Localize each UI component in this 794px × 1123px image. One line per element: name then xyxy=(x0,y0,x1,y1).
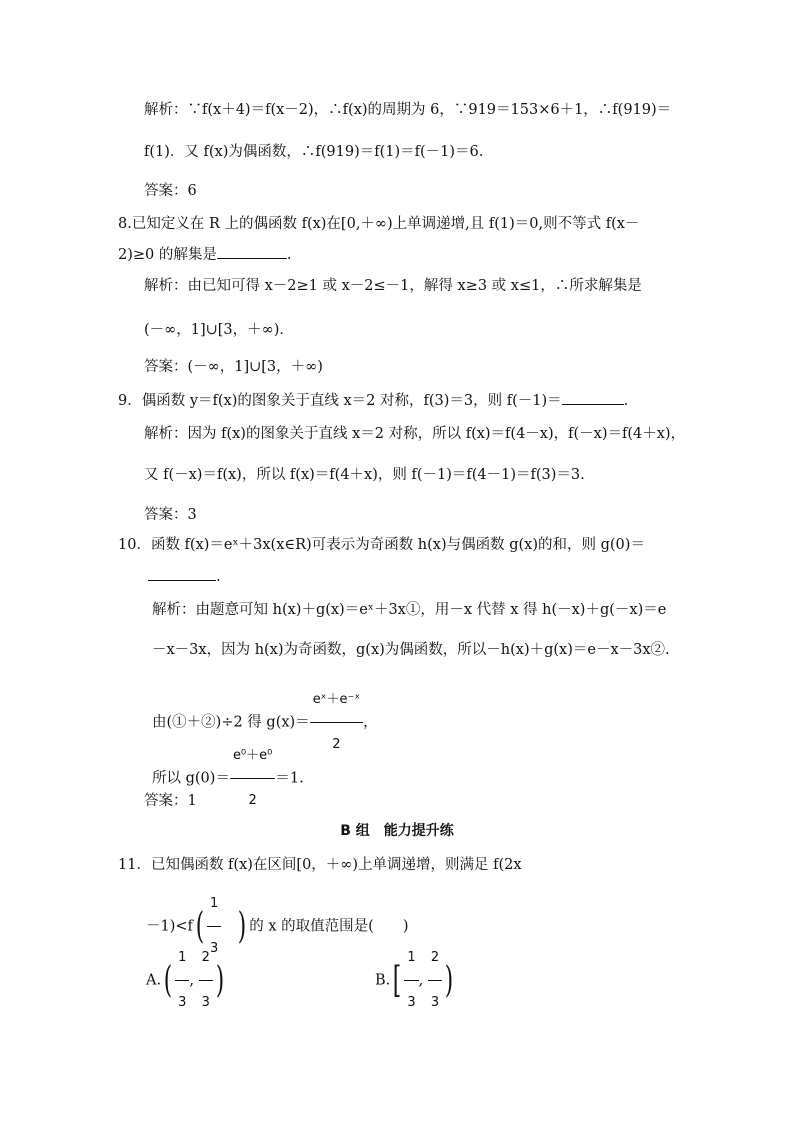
fraction-numerator: e⁰＋e⁰ xyxy=(232,748,273,763)
p9-analysis-line2: 又 f(－x)＝f(x)，所以 f(x)＝f(4＋x)，则 f(－1)＝f(4－1)＝f(3)＝3. xyxy=(144,467,585,483)
p10-question-line1: 10．函数 f(x)＝eˣ＋3x(x∈R)可表示为奇函数 h(x)与偶函数 g(x)的和，则 g(0)＝ xyxy=(118,537,645,553)
p11-question-line1: 11．已知偶函数 f(x)在区间[0，＋∞)上单调递增，则满足 f(2x xyxy=(118,857,522,873)
p7-analysis-line2: f(1)．又 f(x)为偶函数，∴f(919)＝f(1)＝f(－1)＝6. xyxy=(144,144,484,160)
right-paren: ) xyxy=(238,905,247,947)
fraction-numerator: 1 xyxy=(209,896,219,911)
p10-answer: 答案：1 xyxy=(144,793,197,809)
p8-answer-blank xyxy=(217,244,287,259)
p8-analysis-line1: 解析：由已知可得 x－2≥1 或 x－2≤－1，解得 x≥3 或 x≤1，∴所求解集是 xyxy=(144,278,642,294)
p10-analysis-line4-end: ＝1. xyxy=(275,770,304,787)
p10-analysis-line4-text: 所以 g(0)＝ xyxy=(152,770,230,787)
right-paren: ) xyxy=(444,959,454,1001)
option-b-lower xyxy=(404,938,418,1023)
p9-question-end: . xyxy=(623,393,629,409)
p10-analysis-line2: －x－3x，因为 h(x)为奇函数，g(x)为偶函数，所以－h(x)＋g(x)＝e－x－3x②. xyxy=(152,642,670,658)
fraction-denominator: 3 xyxy=(430,995,440,1010)
fraction-denominator: 3 xyxy=(407,995,416,1010)
fraction-numerator: 2 xyxy=(201,950,210,965)
p10-fraction-gx xyxy=(310,680,363,765)
p11-question-prefix: －1)<f xyxy=(146,918,193,935)
p7-answer: 答案：6 xyxy=(144,183,197,199)
p10-analysis-line3-end: ， xyxy=(363,714,378,731)
p10-answer-blank xyxy=(148,566,216,581)
p8-analysis-line2: (－∞，1]∪[3，＋∞)． xyxy=(144,322,294,338)
p10-analysis-line1: 解析：由题意可知 h(x)＋g(x)＝eˣ＋3x①，用－x 代替 x 得 h(－x)＋g(－x)＝e xyxy=(152,602,667,618)
fraction-numerator: 1 xyxy=(178,950,187,965)
option-b-upper xyxy=(428,938,442,1023)
p11-option-b: B.[ $\frac{1}{3}$ , $\frac{2}{3}$ ) xyxy=(375,938,456,1023)
p9-answer-blank xyxy=(562,390,624,405)
p10-analysis-line3-text: 由(①＋②)÷2 得 g(x)＝ xyxy=(152,714,310,731)
fraction-denominator: 3 xyxy=(209,941,219,956)
p10-question-line2 xyxy=(148,566,221,587)
p9-answer: 答案：3 xyxy=(144,507,197,523)
p7-analysis-line1: 解析：∵f(x＋4)＝f(x－2)，∴f(x)的周期为 6，∵919＝153×6＋1，∴f(919)＝ xyxy=(144,102,672,118)
fraction-denominator: 2 xyxy=(332,737,341,752)
left-bracket: [ xyxy=(393,959,402,1001)
option-b-label: B. xyxy=(375,972,391,989)
fraction-denominator: 2 xyxy=(248,793,257,808)
p8-question-line1: 8.已知定义在 R 上的偶函数 f(x)在[0,＋∞)上单调递增,且 f(1)＝0,则不等式 f(x－ xyxy=(118,216,640,232)
p10-question-end: . xyxy=(216,569,221,585)
p8-question-text: 2)≥0 的解集是 xyxy=(118,247,217,263)
fraction-numerator: 1 xyxy=(407,950,416,965)
p8-question-line2 xyxy=(118,244,291,265)
fraction-denominator: 3 xyxy=(178,995,187,1010)
fraction-numerator: eˣ＋e⁻ˣ xyxy=(312,692,361,707)
p11-question-suffix: 的 x 的取值范围是( ) xyxy=(249,918,409,935)
option-a-upper xyxy=(199,938,213,1023)
p8-question-end: . xyxy=(286,247,292,263)
option-a-label: A. xyxy=(146,972,162,989)
option-a-lower xyxy=(175,938,189,1023)
p10-fraction-g0 xyxy=(230,736,275,821)
fraction-denominator: 3 xyxy=(201,995,210,1010)
p9-question-text: 9．偶函数 y＝f(x)的图象关于直线 x＝2 对称，f(3)＝3，则 f(－1)＝ xyxy=(118,393,562,409)
left-paren: ( xyxy=(163,959,173,1001)
p9-analysis-line1: 解析：因为 f(x)的图象关于直线 x＝2 对称，所以 f(x)＝f(4－x)，f(－x)＝f(4＋x)， xyxy=(144,426,686,442)
right-paren: ) xyxy=(215,959,225,1001)
section-b-heading: B 组 能力提升练 xyxy=(340,823,454,839)
p11-option-a: A.( $\frac{1}{3}$ , $\frac{2}{3}$ ) xyxy=(146,938,227,1023)
p9-question xyxy=(118,390,628,411)
left-paren: ( xyxy=(195,905,205,947)
fraction-numerator: 2 xyxy=(430,950,440,965)
p8-answer: 答案：(－∞，1]∪[3，＋∞) xyxy=(144,359,323,375)
